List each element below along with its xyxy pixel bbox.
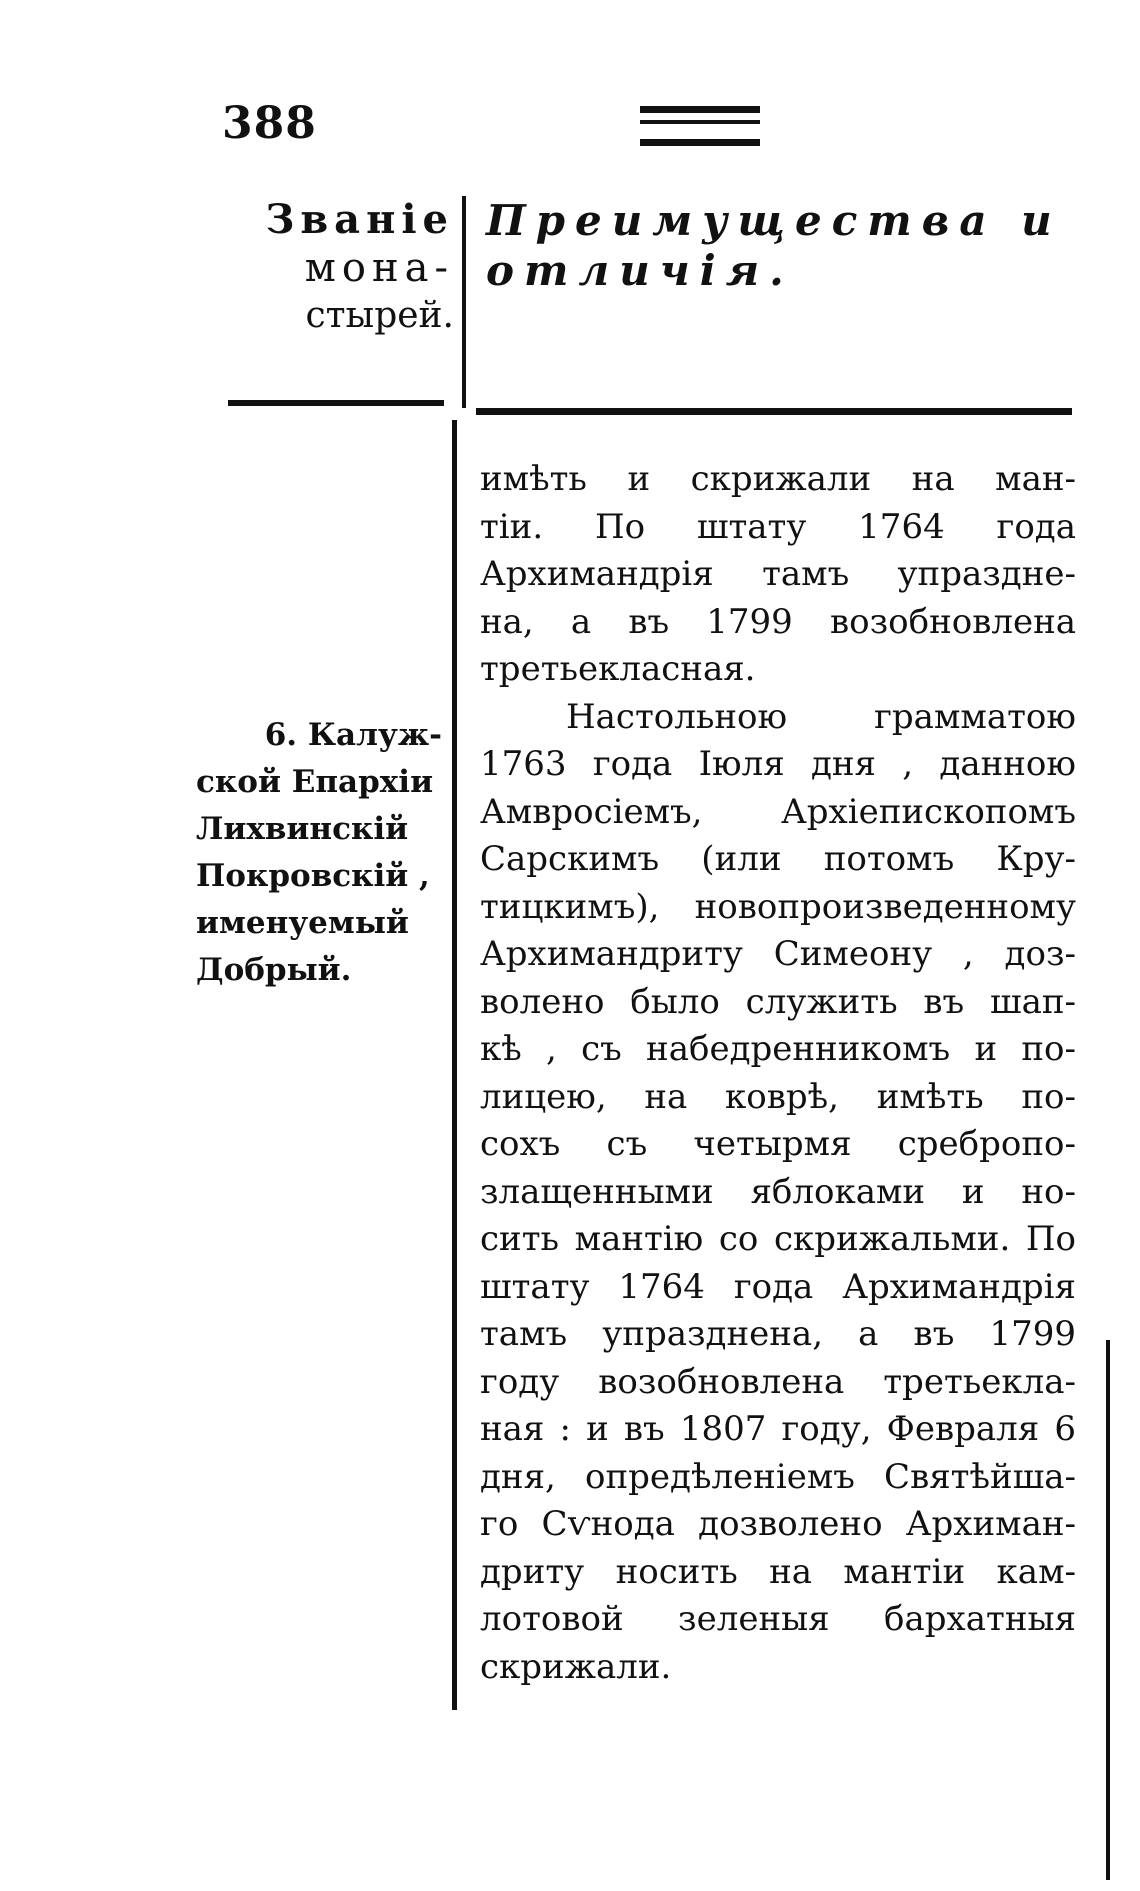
body-line: волено было служить въ шап- (480, 981, 1076, 1022)
body-line: третьекласная. (480, 649, 756, 689)
column-header-left (228, 196, 454, 340)
body-line: тамъ упразднена, а въ 1799 (480, 1314, 1076, 1354)
column-divider-header (462, 196, 466, 408)
body-line: Архимандриту Симеону , доз- (480, 934, 1076, 974)
body-line: тицкимъ), новопроизведенному (480, 886, 1076, 927)
body-line: ная : и въ 1807 году, Февраля 6 (480, 1409, 1076, 1449)
body-line: злащенными яблоками и но- (480, 1171, 1076, 1212)
column-divider (452, 420, 457, 1710)
body-line: Настольною грамматою (566, 696, 1076, 737)
body-line: году возобновлена третьекла- (480, 1361, 1076, 1402)
column-header-right (486, 196, 1076, 296)
body-line: штату 1764 года Архимандрія (480, 1266, 1076, 1307)
page-edge-line (1106, 1340, 1110, 1880)
column-header-left-line: Званіе (265, 196, 454, 243)
monastery-entry-line: Лихвинскій (196, 811, 409, 847)
column-header-left-line: мона- (304, 245, 454, 291)
body-line: на, а въ 1799 возобновлена (480, 601, 1076, 642)
body-line: тіи. По штату 1764 года (480, 506, 1076, 547)
body-line: го Сѵнода дозволено Архиман- (480, 1504, 1076, 1544)
body-line: сохъ съ четырмя сребропо- (480, 1124, 1076, 1164)
page-number: 388 (222, 98, 317, 149)
monastery-entry-line: ской Епархіи (196, 764, 434, 800)
privileges-text (480, 456, 1076, 1691)
column-header-left-line: стырей. (305, 295, 454, 336)
monastery-entry-line: именуемый (196, 905, 409, 941)
body-line: дня, опредѣленіемъ Святѣйша- (480, 1456, 1076, 1497)
body-line: кѣ , съ набедренникомъ и по- (480, 1029, 1076, 1069)
body-line: сить мантію со скрижальми. По (480, 1219, 1076, 1259)
monastery-entry (196, 712, 442, 994)
body-line: Сарскимъ (или потомъ Кру- (480, 839, 1076, 879)
body-line: имѣть и скрижали на ман- (480, 459, 1076, 499)
column-header-right-line: отличія. (486, 246, 794, 295)
header-rule-right (476, 408, 1072, 415)
body-line: дриту носить на мантіи кам- (480, 1551, 1076, 1592)
body-line: скрижали. (480, 1646, 672, 1687)
header-ornament (640, 106, 760, 146)
body-line: лотовой зеленыя бархатныя (480, 1599, 1076, 1639)
monastery-entry-line: Добрый. (196, 952, 352, 988)
monastery-entry-line: 6. Калуж- (264, 717, 442, 753)
column-header-right-line: Преимущества и (486, 196, 1062, 245)
body-line: лицею, на коврѣ, имѣть по- (480, 1076, 1076, 1117)
monastery-entry-line: Покровскій , (196, 858, 430, 894)
header-rule-left (228, 400, 444, 406)
body-line: Амвросіемъ, Архіепископомъ (480, 791, 1076, 832)
body-line: Архимандрія тамъ упраздне- (480, 554, 1076, 594)
body-line: 1763 года Іюля дня , данною (480, 744, 1076, 784)
